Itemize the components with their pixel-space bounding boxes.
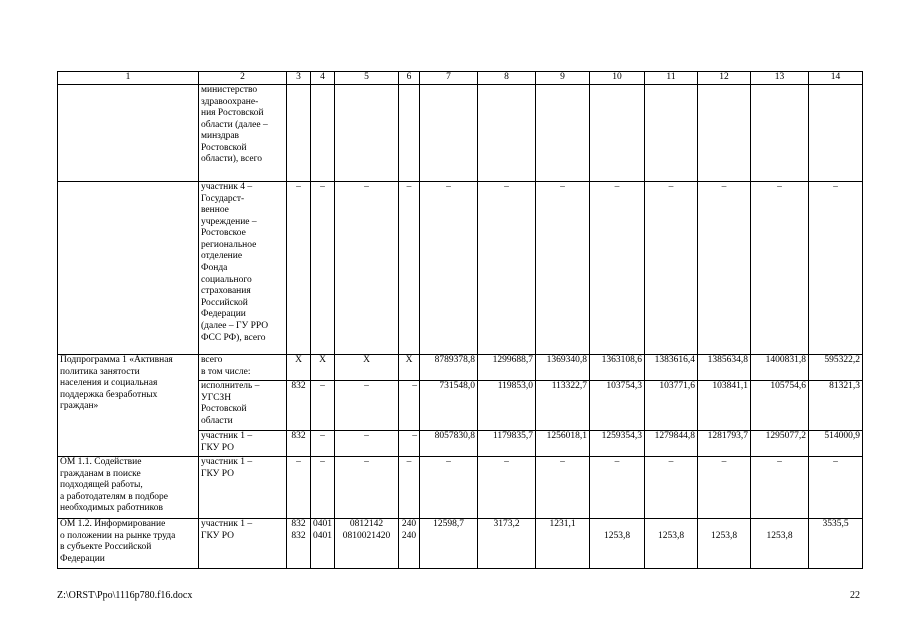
header-cell: 10 — [590, 72, 645, 85]
data-cell: – — [335, 431, 399, 457]
table-row — [58, 85, 863, 182]
table-row — [58, 355, 863, 381]
data-cell: – — [751, 457, 809, 519]
data-cell: 3535,5 — [809, 519, 863, 569]
page-number: 22 — [850, 590, 860, 601]
program-cell — [58, 182, 199, 355]
data-cell: 12598,7 — [420, 519, 478, 569]
data-cell — [590, 85, 645, 182]
data-cell: 1369340,8 — [536, 355, 590, 381]
data-cell: – — [335, 381, 399, 431]
data-cell: 240 240 — [399, 519, 420, 569]
data-cell — [751, 85, 809, 182]
data-cell: – — [698, 182, 751, 355]
data-cell: – — [478, 182, 536, 355]
data-cell: – — [399, 381, 420, 431]
table-row — [58, 182, 863, 355]
data-cell: 0401 0401 — [311, 519, 335, 569]
data-cell: Х — [287, 355, 311, 381]
data-cell: 8789378,8 — [420, 355, 478, 381]
data-cell — [809, 85, 863, 182]
data-cell: 1231,1 — [536, 519, 590, 569]
data-cell — [335, 85, 399, 182]
participant-cell: министерство здравоохране- ния Ростовской области (далее – минздрав Ростовской области), всего — [199, 85, 287, 182]
table-row — [58, 519, 863, 569]
data-cell — [478, 85, 536, 182]
data-cell: 1281793,7 — [698, 431, 751, 457]
data-cell: 8057830,8 — [420, 431, 478, 457]
data-cell: – — [420, 182, 478, 355]
data-cell: – — [399, 182, 420, 355]
header-cell: 4 — [311, 72, 335, 85]
header-cell: 8 — [478, 72, 536, 85]
data-cell: 1253,8 — [698, 519, 751, 569]
data-cell: 119853,0 — [478, 381, 536, 431]
data-cell: Х — [311, 355, 335, 381]
data-cell: Х — [399, 355, 420, 381]
data-cell: 514000,9 — [809, 431, 863, 457]
data-cell: 1253,8 — [751, 519, 809, 569]
data-cell: 1299688,7 — [478, 355, 536, 381]
data-cell: – — [751, 182, 809, 355]
header-cell: 12 — [698, 72, 751, 85]
measure-title: ОМ 1.2. Информирование о положении на рынке труда в субъекте Российской Федерации — [58, 519, 199, 569]
data-cell: 1179835,7 — [478, 431, 536, 457]
header-cell: 9 — [536, 72, 590, 85]
data-cell: 113322,7 — [536, 381, 590, 431]
program-cell — [58, 85, 199, 182]
data-cell: 1400831,8 — [751, 355, 809, 381]
data-cell: 105754,6 — [751, 381, 809, 431]
data-cell: – — [536, 182, 590, 355]
data-cell: – — [590, 182, 645, 355]
data-cell: Х — [335, 355, 399, 381]
data-cell: – — [287, 182, 311, 355]
data-cell: – — [311, 431, 335, 457]
participant-cell: участник 1 – ГКУ РО — [199, 431, 287, 457]
data-cell: 832 832 — [287, 519, 311, 569]
data-cell: 1253,8 — [645, 519, 698, 569]
data-cell: 595322,2 — [809, 355, 863, 381]
participant-cell: всего в том числе: — [199, 355, 287, 381]
header-cell: 14 — [809, 72, 863, 85]
data-cell: – — [478, 457, 536, 519]
data-cell: 103754,3 — [590, 381, 645, 431]
data-cell: 832 — [287, 381, 311, 431]
data-cell: 0812142 0810021420 — [335, 519, 399, 569]
data-cell: – — [809, 182, 863, 355]
header-cell: 13 — [751, 72, 809, 85]
participant-cell: исполнитель – УГСЗН Ростовской области — [199, 381, 287, 431]
data-cell — [536, 85, 590, 182]
data-cell: – — [399, 431, 420, 457]
data-cell: – — [335, 457, 399, 519]
data-cell — [420, 85, 478, 182]
data-cell: 1253,8 — [590, 519, 645, 569]
data-cell: 103771,6 — [645, 381, 698, 431]
data-cell: – — [590, 457, 645, 519]
data-cell: – — [311, 381, 335, 431]
data-cell: 1259354,3 — [590, 431, 645, 457]
data-cell: 832 — [287, 431, 311, 457]
table-row — [58, 457, 863, 519]
data-cell: 1256018,1 — [536, 431, 590, 457]
participant-cell: участник 4 – Государст- венное учреждение – Ростовское региональное отделение Фонда социального страхования Российской Федерации (далее – ГУ РРО ФСС РФ), всего — [199, 182, 287, 355]
data-cell: 731548,0 — [420, 381, 478, 431]
data-cell: 3173,2 — [478, 519, 536, 569]
data-cell: – — [399, 457, 420, 519]
data-cell: – — [645, 182, 698, 355]
header-row — [58, 72, 863, 85]
measure-title: ОМ 1.1. Содействие гражданам в поиске подходящей работы, а работодателям в подборе необходимых работников — [58, 457, 199, 519]
data-cell — [311, 85, 335, 182]
participant-cell: участник 1 – ГКУ РО — [199, 457, 287, 519]
header-cell: 3 — [287, 72, 311, 85]
data-cell: – — [698, 457, 751, 519]
header-cell: 1 — [58, 72, 199, 85]
header-cell: 5 — [335, 72, 399, 85]
data-cell: 81321,3 — [809, 381, 863, 431]
data-cell: 1363108,6 — [590, 355, 645, 381]
budget-table — [57, 71, 863, 569]
data-cell: – — [809, 457, 863, 519]
data-cell — [645, 85, 698, 182]
data-cell: 1295077,2 — [751, 431, 809, 457]
data-cell: – — [536, 457, 590, 519]
header-cell: 6 — [399, 72, 420, 85]
subprogram-title: Подпрограмма 1 «Активная политика занятости населения и социальная поддержка безработных граждан» — [58, 355, 199, 457]
data-cell: – — [335, 182, 399, 355]
data-cell: – — [645, 457, 698, 519]
data-cell: 1383616,4 — [645, 355, 698, 381]
data-cell: – — [287, 457, 311, 519]
header-cell: 2 — [199, 72, 287, 85]
data-cell: 1385634,8 — [698, 355, 751, 381]
data-cell: – — [311, 182, 335, 355]
header-cell: 11 — [645, 72, 698, 85]
data-cell — [399, 85, 420, 182]
header-cell: 7 — [420, 72, 478, 85]
data-cell — [287, 85, 311, 182]
data-cell: 1279844,8 — [645, 431, 698, 457]
data-cell: – — [420, 457, 478, 519]
data-cell: – — [311, 457, 335, 519]
data-cell — [698, 85, 751, 182]
footer-file-path: Z:\ORST\Ppo\1116p780.f16.docx — [57, 590, 193, 601]
data-cell: 103841,1 — [698, 381, 751, 431]
participant-cell: участник 1 – ГКУ РО — [199, 519, 287, 569]
